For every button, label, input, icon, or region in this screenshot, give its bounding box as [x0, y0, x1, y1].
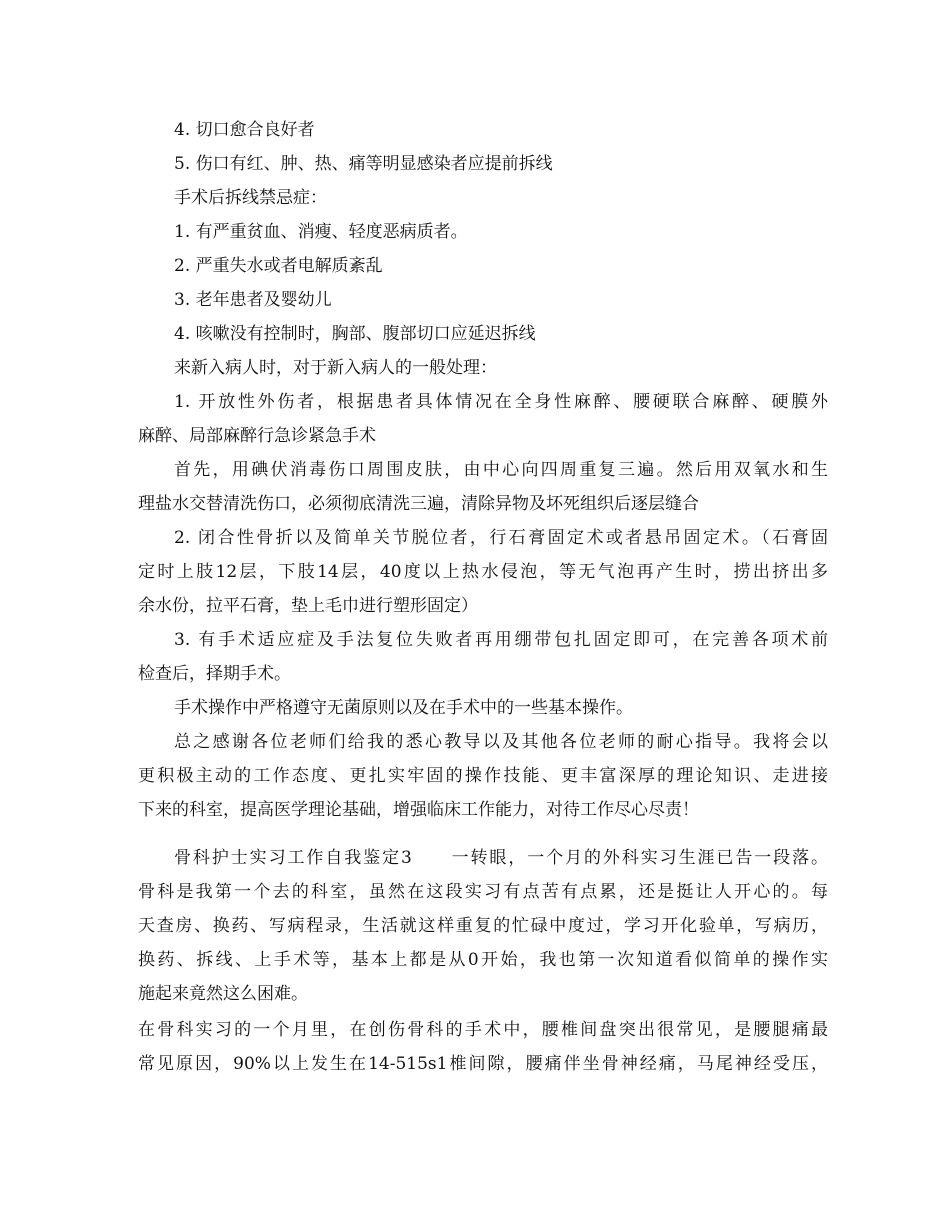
text-line: 首先，用碘伏消毒伤口周围皮肤，由中心向四周重复三遍。然后用双氧水和生 — [174, 460, 828, 480]
text-line: 骨科是我第一个去的科室，虽然在这段实习有点苦有点累，还是挺让人开心的。每 — [138, 882, 828, 902]
text-line: 手术后拆线禁忌症： — [174, 188, 327, 208]
text-line: 换药、拆线、上手术等，基本上都是从0开始，我也第一次知道看似简单的操作实 — [138, 950, 828, 970]
text-line: 下来的科室，提高医学理论基础，增强临床工作能力，对待工作尽心尽责！ — [138, 800, 699, 820]
text-line: 定时上肢12层，下肢14层，40度以上热水侵泡，等无气泡再产生时，捞出挤出多 — [138, 562, 828, 582]
text-line: 1. 有严重贫血、消瘦、轻度恶病质者。 — [174, 222, 468, 242]
text-line: 麻醉、局部麻醉行急诊紧急手术 — [138, 426, 376, 446]
text-line: 余水份，拉平石膏，垫上毛巾进行塑形固定） — [138, 596, 478, 616]
text-line: 常见原因，90%以上发生在14-515s1椎间隙，腰痛伴坐骨神经痛，马尾神经受压， — [138, 1054, 828, 1074]
text-line: 1. 开放性外伤者，根据患者具体情况在全身性麻醉、腰硬联合麻醉、硬膜外 — [174, 392, 828, 412]
text-line: 施起来竟然这么困难。 — [138, 984, 308, 1004]
text-line: 总之感谢各位老师们给我的悉心教导以及其他各位老师的耐心指导。我将会以 — [174, 732, 828, 752]
text-line: 2. 闭合性骨折以及简单关节脱位者，行石膏固定术或者悬吊固定术。（石膏固 — [174, 528, 828, 548]
text-line: 3. 老年患者及婴幼儿 — [174, 290, 332, 310]
text-line: 5. 伤口有红、肿、热、痛等明显感染者应提前拆线 — [174, 154, 553, 174]
text-line: 理盐水交替清洗伤口，必须彻底清洗三遍，清除异物及坏死组织后逐层缝合 — [138, 494, 699, 514]
text-line: 检查后，择期手术。 — [138, 664, 291, 684]
text-line: 3. 有手术适应症及手法复位失败者再用绷带包扎固定即可，在完善各项术前 — [174, 630, 828, 650]
text-line: 天查房、换药、写病程录，生活就这样重复的忙碌中度过，学习开化验单，写病历， — [138, 916, 828, 936]
text-line: 4. 切口愈合良好者 — [174, 120, 315, 140]
text-line: 来新入病人时，对于新入病人的一般处理： — [174, 358, 497, 378]
text-line: 在骨科实习的一个月里，在创伤骨科的手术中，腰椎间盘突出很常见，是腰腿痛最 — [138, 1020, 828, 1040]
text-line: 骨科护士实习工作自我鉴定3 一转眼，一个月的外科实习生涯已告一段落。 — [174, 848, 828, 868]
text-line: 4. 咳嗽没有控制时，胸部、腹部切口应延迟拆线 — [174, 324, 536, 344]
text-line: 2. 严重失水或者电解质紊乱 — [174, 256, 383, 276]
text-line: 更积极主动的工作态度、更扎实牢固的操作技能、更丰富深厚的理论知识、走进接 — [138, 766, 828, 786]
text-line: 手术操作中严格遵守无菌原则以及在手术中的一些基本操作。 — [174, 698, 633, 718]
